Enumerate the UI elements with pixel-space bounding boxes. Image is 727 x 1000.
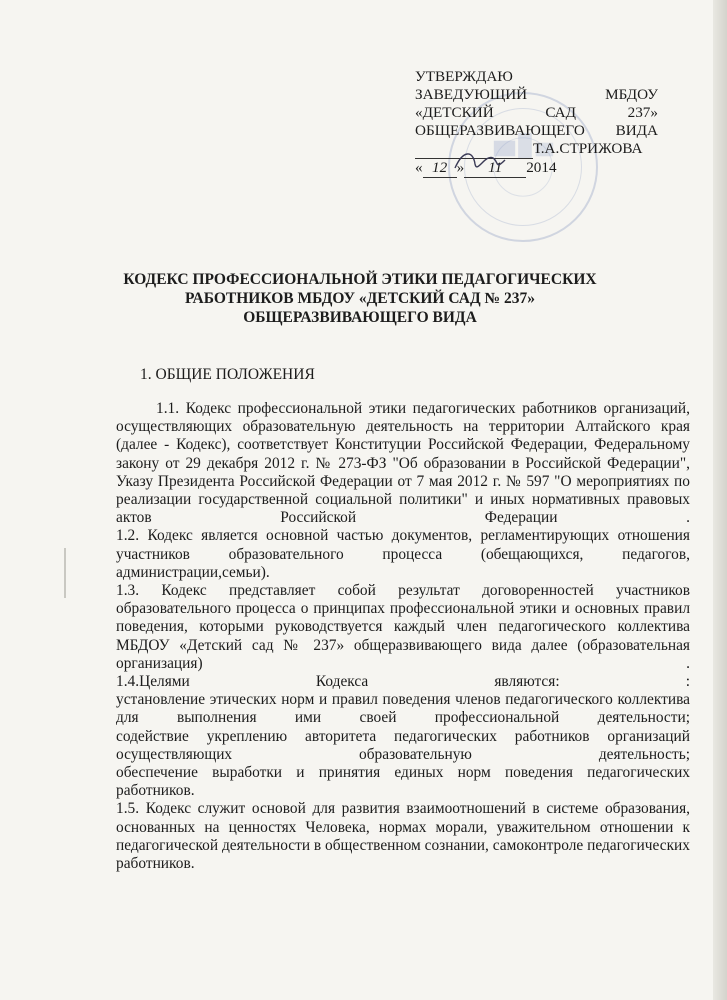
paragraph-1-3: 1.3. Кодекс представляет собой результат договоренностей участников образовательного процесса о принципах профессиональной этики и основных правил поведения, которыми руководствуется каждый член педагогического коллектива МБДОУ «Детский сад № 237» общеразвивающего вида далее (образовательная организация) .	[116, 582, 690, 672]
document-title	[100, 270, 620, 327]
section-heading: 1. ОБЩИЕ ПОЛОЖЕНИЯ	[140, 366, 315, 383]
document-body	[116, 400, 690, 873]
approval-org-number: 237»	[627, 104, 658, 121]
paragraph-1-4: 1.4.Целями Кодекса являются: :	[116, 673, 690, 691]
approver-name: Т.А.СТРИЖОВА	[533, 140, 643, 157]
approval-org-word4: ВИДА	[615, 122, 658, 139]
date-month: 11	[464, 159, 526, 178]
paragraph-1-5: 1.5. Кодекс служит основой для развития взаимоотношений в системе образования, основанных на ценностях Человека, нормах морали, уважительном отношении к педагогической деятельности в общественном сознании, самоконтроле педагогических работников.	[116, 800, 690, 873]
approval-org-type: МБДОУ	[605, 86, 658, 103]
date-year: 2014	[526, 159, 557, 176]
goal-item-1: установление этических норм и правил поведения членов педагогического коллектива для выполнения ими своей профессиональной деятельности;	[116, 691, 690, 727]
goal-item-3: обеспечение выработки и принятия единых норм поведения педагогических работников.	[116, 764, 690, 800]
handwritten-signature	[425, 140, 535, 180]
date-open-quote: «	[415, 159, 423, 176]
date-day: 12	[423, 159, 457, 178]
approval-org-word3: ОБЩЕРАЗВИВАЮЩЕГО	[415, 122, 585, 139]
scan-mark	[64, 548, 66, 598]
title-line-3: ОБЩЕРАЗВИВАЮЩЕГО ВИДА	[243, 309, 477, 326]
approval-heading: УТВЕРЖДАЮ	[415, 68, 513, 85]
date-close-quote: »	[456, 159, 465, 176]
approval-position: ЗАВЕДУЮЩИЙ	[415, 86, 528, 103]
approval-org-word2: САД	[545, 104, 577, 121]
title-line-1: КОДЕКС ПРОФЕССИОНАЛЬНОЙ ЭТИКИ ПЕДАГОГИЧЕСКИХ	[123, 271, 597, 288]
title-line-2: РАБОТНИКОВ МБДОУ «ДЕТСКИЙ САД № 237»	[185, 290, 535, 307]
paragraph-1-2: 1.2. Кодекс является основной частью документов, регламентирующих отношения участников образовательного процесса (обещающихся, педагогов, администрации,семьи).	[116, 527, 690, 581]
goal-item-2: содействие укреплению авторитета педагогических работников организаций осуществляющих образовательную деятельность;	[116, 727, 690, 763]
approval-org-word1: «ДЕТСКИЙ	[415, 104, 494, 121]
paragraph-1-1: 1.1. Кодекс профессиональной этики педагогических работников организаций, осуществляющих образовательную деятельность на территории Алтайского края (далее - Кодекс), соответствует Конституции Российской Федерации, Федеральному закону от 29 декабря 2012 г. № 273-ФЗ "Об образовании в Российской Федерации", Указу Президента Российской Федерации от 7 мая 2012 г. № 597 "О мероприятиях по реализации государственной социальной политики" и иных нормативных правовых актов Российской Федерации .	[116, 400, 690, 527]
page-edge-shadow	[713, 0, 727, 1000]
